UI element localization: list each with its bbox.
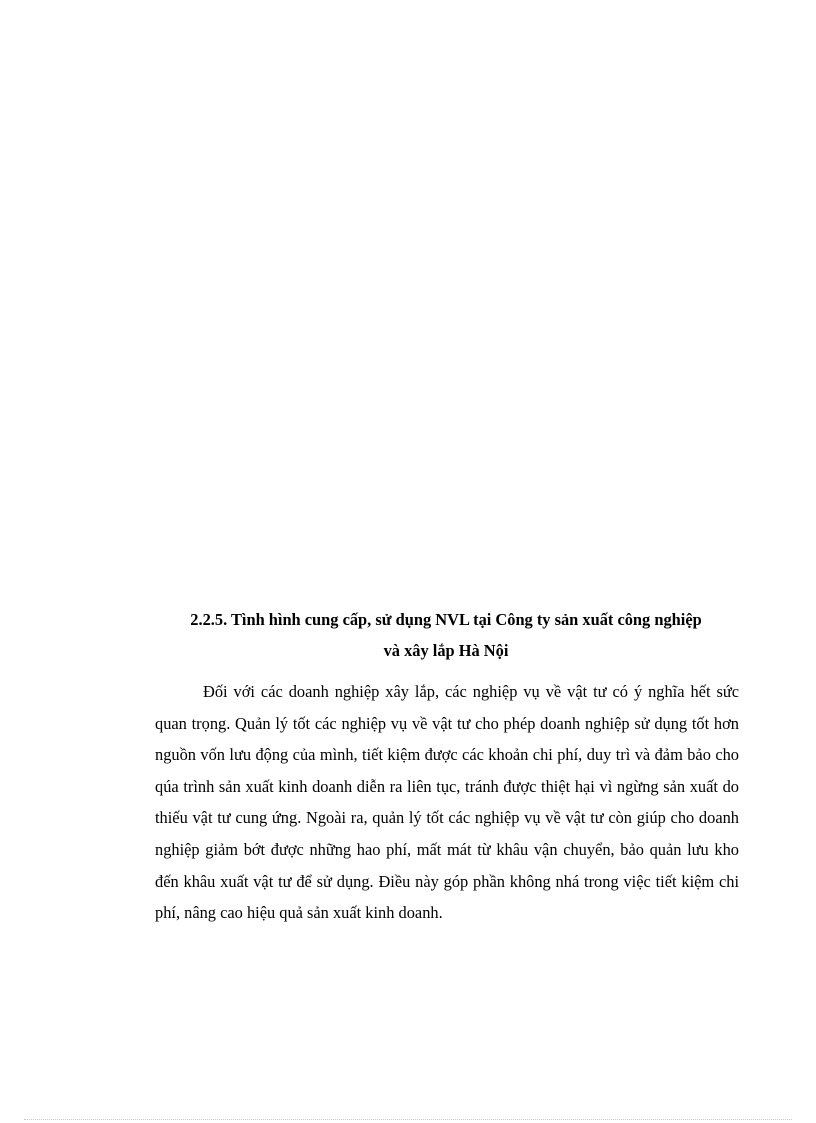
- section-heading-line-1: 2.2.5. Tình hình cung cấp, sử dụng NVL tại Công ty sản xuất công nghiệp: [190, 610, 702, 629]
- body-paragraph: Đối với các doanh nghiệp xây lắp, các nghiệp vụ về vật tư có ý nghĩa hết sức quan trọng. Quản lý tốt các nghiệp vụ về vật tư cho phép doanh nghiệp sử dụng tốt hơn nguồn vốn lưu động của mình, tiết kiệm được các khoản chi phí, duy trì và đảm bảo cho qúa trình sản xuất kinh doanh diễn ra liên tục, tránh được thiệt hại vì ngừng sản xuất do thiếu vật tư cung ứng. Ngoài ra, quản lý tốt các nghiệp vụ về vật tư còn giúp cho doanh nghiệp giảm bớt được những hao phí, mất mát từ khâu vận chuyển, bảo quản lưu kho đến khâu xuất vật tư để sử dụng. Điều này góp phần không nhá trong việc tiết kiệm chi phí, nâng cao hiệu quả sản xuất kinh doanh.: [155, 682, 739, 923]
- section-heading: [150, 604, 742, 666]
- section-heading-line-2: và xây lắp Hà Nội: [383, 641, 509, 660]
- page-bottom-divider: [24, 1119, 792, 1120]
